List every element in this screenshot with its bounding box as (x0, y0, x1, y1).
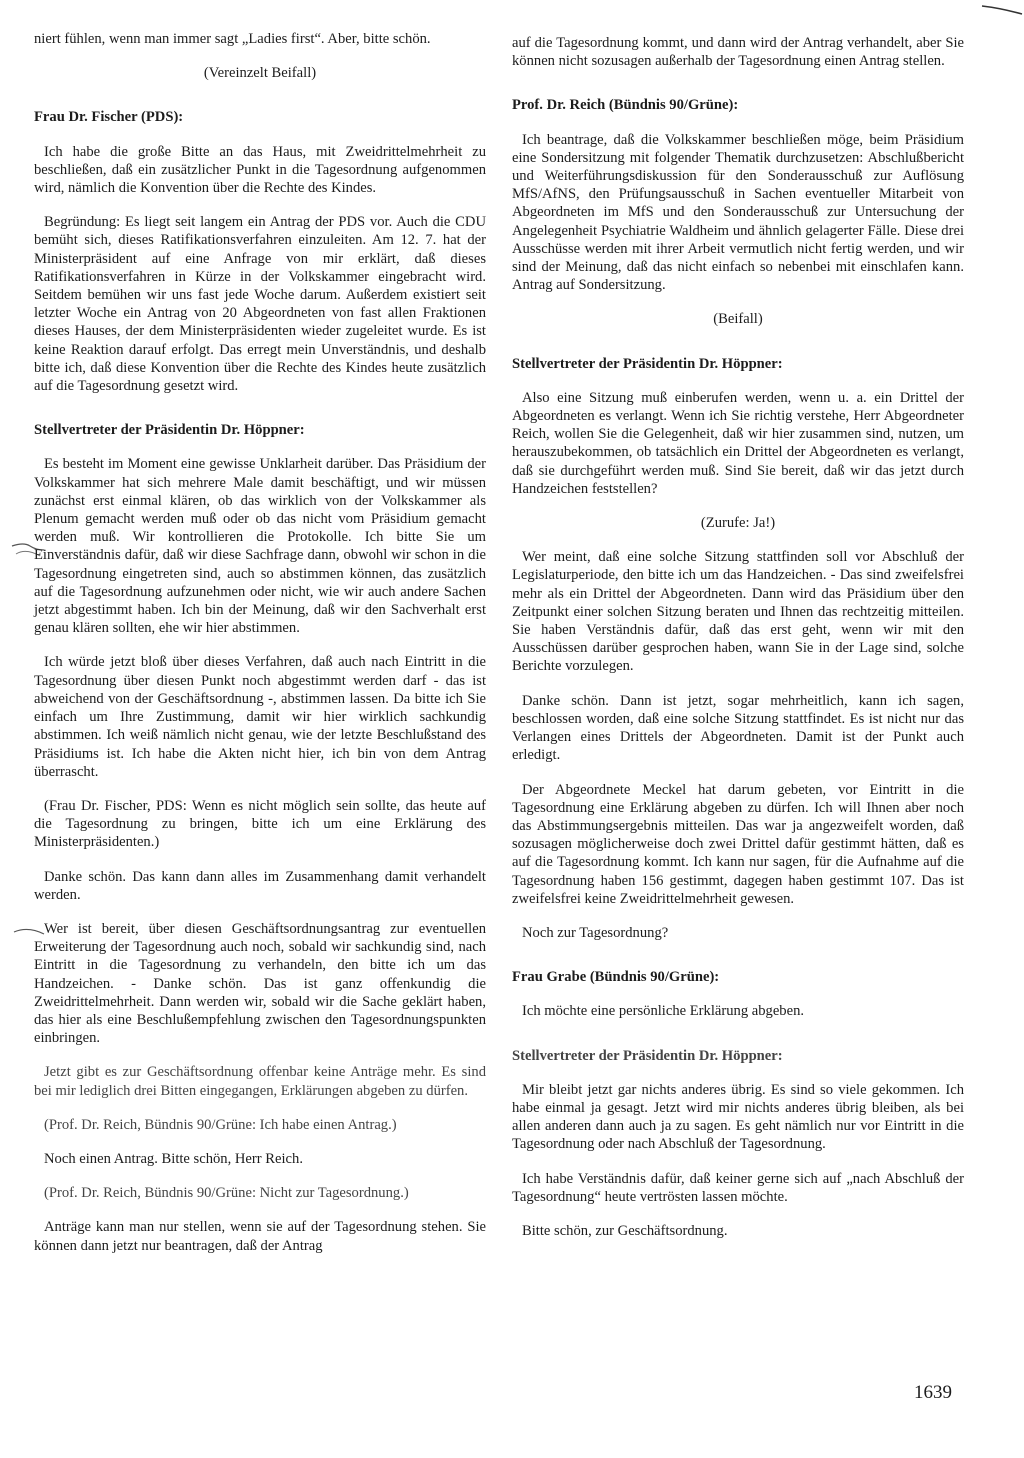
interjection: (Frau Dr. Fischer, PDS: Wenn es nicht möglich sein sollte, das heute auf die Tagesordnung zu bringen, bitte ich um eine Erklärung des Ministerpräsidenten.) (34, 797, 486, 851)
paragraph: Danke schön. Das kann dann alles im Zusammenhang damit verhandelt werden. (34, 868, 486, 903)
paragraph: Ich möchte eine persönliche Erklärung abgeben. (522, 1003, 805, 1020)
paragraph: Ich würde jetzt bloß über dieses Verfahren, daß auch nach Eintritt in die Tagesordnung über diesen Punkt noch abgestimmt werden darf - das ist abweichend von der Geschäftsordnung -, abstimmen lassen. Da bitte ich Sie einfach um Ihre Zustimmung, damit wir hier wirklich sachkundig abstimmen. Ich weiß nämlich nicht genau, wie der letzte Beschlußstand des Präsidiums ist. Ich habe die Akten nicht hier, ich bin von dem Antrag überrascht. (34, 654, 486, 780)
paragraph: Jetzt gibt es zur Geschäftsordnung offenbar keine Anträge mehr. Es sind bei mir lediglich drei Bitten eingegangen, Erklärungen abgeben zu dürfen. (34, 1064, 486, 1099)
paragraph: Bitte schön, zur Geschäftsordnung. (522, 1222, 728, 1239)
speaker-heading: Frau Dr. Fischer (PDS): (34, 109, 184, 126)
right-column (512, 34, 964, 1256)
interjection: (Beifall) (713, 311, 763, 328)
page-number: 1639 (914, 1382, 952, 1403)
paragraph: Ich habe Verständnis dafür, daß keiner gerne sich auf „nach Abschluß der Tagesordnung“ heute vertrösten lassen möchte. (512, 1170, 964, 1205)
speaker-heading: Stellvertreter der Präsidentin Dr. Höppner: (512, 355, 783, 372)
interjection: (Vereinzelt Beifall) (203, 65, 317, 82)
interjection: (Prof. Dr. Reich, Bündnis 90/Grüne: Nicht zur Tagesordnung.) (44, 1185, 409, 1202)
paragraph: Noch zur Tagesordnung? (522, 924, 669, 941)
paragraph: Ich beantrage, daß die Volkskammer beschließen möge, beim Präsidium eine Sondersitzung mit folgender Thematik durchzusetzen: Abschlußbericht und Weiterführungsdiskussion für den Sonderausschuß zur Auflösung MfS/AfNS, den Prüfungsausschuß in Sachen eventueller Mitarbeit von Abgeordneten im MfS und den Sonderausschuß zur Untersuchung der Angelegenheit Psychiatrie Waldheim und ähnlich gelagerter Fälle. Diese drei Ausschüsse werden mit ihrer Arbeit vermutlich nicht fertig werden, und wir sind der Meinung, daß das nicht einfach so nebenbei mit einschlafen kann. Antrag auf Sondersitzung. (512, 131, 964, 294)
paragraph: Noch einen Antrag. Bitte schön, Herr Reich. (44, 1150, 303, 1167)
speaker-heading: Prof. Dr. Reich (Bündnis 90/Grüne): (512, 97, 739, 114)
speaker-heading: Frau Grabe (Bündnis 90/Grüne): (512, 969, 720, 986)
paragraph: Ich habe die große Bitte an das Haus, mit Zweidrittelmehrheit zu beschließen, daß ein zusätzlicher Punkt in die Tagesordnung aufgenommen wird, nämlich die Konvention über die Rechte des Kindes. (34, 143, 486, 197)
paragraph: Wer meint, daß eine solche Sitzung stattfinden soll vor Abschluß der Legislaturperiode, den bitte ich um das Handzeichen. - Das sind zweifelsfrei mehr als ein Drittel der Abgeordneten. Dann wird das Präsidium über den Zeitpunkt einer solchen Sitzung beraten und Ihnen das rechtzeitig mitteilen. Sie haben Verständnis dafür, daß das erst geht, wenn wir mit den Ausschüssen darüber gesprochen haben, wann Sie in der Lage sind, solche Berichte vorzulegen. (512, 549, 964, 675)
paragraph: Mir bleibt jetzt gar nichts anderes übrig. Es sind so viele gekommen. Ich habe einmal ja gesagt. Jetzt wird mir nichts anderes übrig bleiben, als bei allen anderen dann auch ja zu sagen. Es geht nämlich nur vor Eintritt in die Tagesordnung oder nach Abschluß der Tagesordnung. (512, 1081, 964, 1153)
paragraph: Wer ist bereit, über diesen Geschäftsordnungsantrag zur eventuellen Erweiterung der Tagesordnung auch noch, sobald wir sachkundig sind, nach Eintritt in die Tagesordnung zu verhandeln, den bitte ich um das Handzeichen. - Danke schön. Das ist ganz offenkundig die Zweidrittelmehrheit. Dann werden wir, sobald wir die Sache geklärt haben, das hier als eine Beschlußempfehlung zwischen den Tagesordnungspunkten einbringen. (34, 920, 486, 1047)
scan-edge-mark (980, 0, 1024, 16)
paragraph: Danke schön. Dann ist jetzt, sogar mehrheitlich, kann ich sagen, beschlossen worden, daß eine solche Sitzung stattfindet. Es ist nicht nur das Verlangen eines Drittels der Abgeordneten. Damit ist der Punkt auch erledigt. (512, 692, 964, 764)
paragraph: Es besteht im Moment eine gewisse Unklarheit darüber. Das Präsidium der Volkskammer hat sich mehrere Male damit beschäftigt, und wir müssen zunächst erst einmal klären, ob das wirklich von der Volkskammer als Plenum gemacht werden muß oder ob das nicht vom Präsidium gemacht werden muß. Wir kontrollieren die Protokolle. Ich bitte Sie um Einverständnis dafür, daß wir diese Sachfrage dann, obwohl wir schon in die Tagesordnung eingetreten sind, auch so abstimmen können, das zusätzlich auf die Tagesordnung aufzunehmen oder nicht, wie wir auch andere Sachen jetzt abgestimmt haben. Ich bin der Meinung, daß wir den Sachverhalt erst genau klären sollten, ehe wir hier abstimmen. (34, 456, 486, 637)
paragraph: Begründung: Es liegt seit langem ein Antrag der PDS vor. Auch die CDU bemüht sich, dieses Ratifikationsverfahren einzuleiten. Am 12. 7. hat der Ministerpräsident auf eine Anfrage von mir erklärt, daß dieses Ratifikationsverfahren in Kürze in der Volkskammer eingebracht wird. Seitdem bemühen wir uns fast jede Woche darum. Außerdem existiert seit letzter Woche ein Antrag von 20 Abgeordneten von fast allen Fraktionen dieses Hauses, der dem Ministerpräsidenten wieder zugeleitet wurde. Es ist keine Reaktion darauf erfolgt. Das erregt mein Unverständnis, und deshalb bitte ich, daß diese Konvention über die Rechte des Kindes heute zusätzlich auf die Tagesordnung gesetzt wird. (34, 214, 486, 395)
paragraph: Also eine Sitzung muß einberufen werden, wenn u. a. ein Drittel der Abgeordneten es verlangt. Wenn ich Sie richtig verstehe, Herr Abgeordneter Reich, wollen Sie die Gelegenheit, daß wir hier zusammen sind, nutzen, um herauszubekommen, ob tatsächlich ein Drittel der Abgeordneten es verlangt, daß sie durchgeführt werden muß. Sind Sie bereit, daß wir das jetzt durch Handzeichen feststellen? (512, 389, 964, 497)
paragraph: Anträge kann man nur stellen, wenn sie auf der Tagesordnung stehen. Sie können dann jetzt nur beantragen, daß der Antrag (34, 1219, 486, 1254)
speaker-heading: Stellvertreter der Präsidentin Dr. Höppner: (34, 422, 305, 439)
interjection: (Prof. Dr. Reich, Bündnis 90/Grüne: Ich habe einen Antrag.) (44, 1116, 397, 1133)
paragraph: niert fühlen, wenn man immer sagt „Ladies first“. Aber, bitte schön. (34, 31, 431, 47)
paragraph: auf die Tagesordnung kommt, und dann wird der Antrag verhandelt, aber Sie können nicht sozusagen außerhalb der Tagesordnung einen Antrag stellen. (512, 35, 964, 70)
left-column (34, 30, 486, 1271)
paragraph: Der Abgeordnete Meckel hat darum gebeten, vor Eintritt in die Tagesordnung eine Erklärung abgeben zu dürfen. Ich will Ihnen aber noch das Abstimmungsergebnis mitteilen. Das war ja angezweifelt worden, daß sozusagen möglicherweise doch zwei Drittel dafür gestimmt hätten, daß es auf die Tagesordnung kommt. Ich kann nur sagen, für die Aufnahme auf die Tagesordnung haben 156 gestimmt, dagegen haben gestimmt 107. Das ist zweifelsfrei keine Zweidrittelmehrheit gewesen. (512, 781, 964, 907)
interjection: (Zurufe: Ja!) (700, 515, 776, 532)
speaker-heading: Stellvertreter der Präsidentin Dr. Höppner: (512, 1047, 783, 1064)
